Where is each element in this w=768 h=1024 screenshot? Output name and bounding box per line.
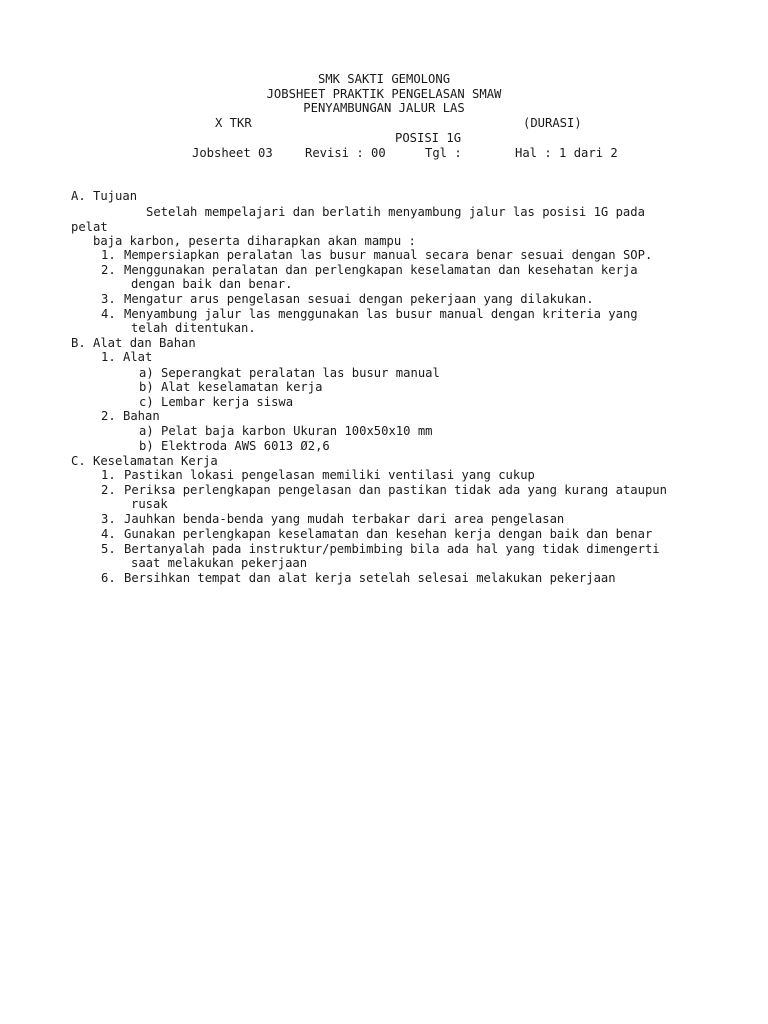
- list-item-continuation: saat melakukan pekerjaan: [131, 556, 308, 570]
- section-b-heading: B. Alat dan Bahan: [71, 336, 196, 350]
- jobsheet-number: Jobsheet 03: [192, 146, 273, 160]
- list-number: 1.: [101, 468, 116, 482]
- list-item: Pastikan lokasi pengelasan memiliki ventilasi yang cukup: [124, 468, 535, 482]
- list-number: 2.: [101, 483, 116, 497]
- section-a-intro-line1: Setelah mempelajari dan berlatih menyambung jalur las posisi 1G pada: [146, 205, 645, 219]
- list-number: 2.: [101, 263, 116, 277]
- jobsheet-title: JOBSHEET PRAKTIK PENGELASAN SMAW: [266, 87, 502, 101]
- revision-label: Revisi : 00: [305, 146, 386, 160]
- list-item: Menggunakan peralatan dan perlengkapan keselamatan dan kesehatan kerja: [124, 263, 638, 277]
- section-a-intro-line2: pelat: [71, 220, 108, 234]
- list-item: Bertanyalah pada instruktur/pembimbing bila ada hal yang tidak dimengerti: [124, 542, 660, 556]
- list-item: b) Alat keselamatan kerja: [139, 380, 323, 394]
- list-number: 6.: [101, 571, 116, 585]
- list-item: b) Elektroda AWS 6013 Ø2,6: [139, 439, 330, 453]
- class-label: X TKR: [215, 116, 252, 130]
- list-number: 4.: [101, 307, 116, 321]
- list-item: Mengatur arus pengelasan sesuai dengan pekerjaan yang dilakukan.: [124, 292, 594, 306]
- list-number: 5.: [101, 542, 116, 556]
- section-a-heading: A. Tujuan: [71, 189, 138, 203]
- section-c-heading: C. Keselamatan Kerja: [71, 454, 218, 468]
- list-item: a) Pelat baja karbon Ukuran 100x50x10 mm: [139, 424, 433, 438]
- list-number: 3.: [101, 512, 116, 526]
- list-item: c) Lembar kerja siswa: [139, 395, 294, 409]
- school-name: SMK SAKTI GEMOLONG: [317, 72, 451, 86]
- section-a-intro-line3: baja karbon, peserta diharapkan akan mampu :: [93, 234, 416, 248]
- duration-label: (DURASI): [523, 116, 582, 130]
- list-item-continuation: dengan baik dan benar.: [131, 277, 293, 291]
- date-label: Tgl :: [425, 146, 462, 160]
- list-item: Mempersiapkan peralatan las busur manual secara benar sesuai dengan SOP.: [124, 248, 653, 262]
- page-number: Hal : 1 dari 2: [515, 146, 618, 160]
- list-item-continuation: rusak: [131, 497, 168, 511]
- jobsheet-subtitle: PENYAMBUNGAN JALUR LAS: [303, 101, 465, 115]
- list-item: a) Seperangkat peralatan las busur manual: [139, 366, 440, 380]
- list-item: Periksa perlengkapan pengelasan dan pastikan tidak ada yang kurang ataupun: [124, 483, 667, 497]
- position-label: POSISI 1G: [395, 131, 462, 145]
- alat-label: 1. Alat: [101, 350, 153, 364]
- bahan-label: 2. Bahan: [101, 409, 160, 423]
- list-item: Jauhkan benda-benda yang mudah terbakar dari area pengelasan: [124, 512, 565, 526]
- list-number: 1.: [101, 248, 116, 262]
- list-item: Bersihkan tempat dan alat kerja setelah selesai melakukan pekerjaan: [124, 571, 616, 585]
- list-number: 4.: [101, 527, 116, 541]
- list-item-continuation: telah ditentukan.: [131, 321, 256, 335]
- list-item: Gunakan perlengkapan keselamatan dan kesehan kerja dengan baik dan benar: [124, 527, 653, 541]
- list-number: 3.: [101, 292, 116, 306]
- list-item: Menyambung jalur las menggunakan las busur manual dengan kriteria yang: [124, 307, 638, 321]
